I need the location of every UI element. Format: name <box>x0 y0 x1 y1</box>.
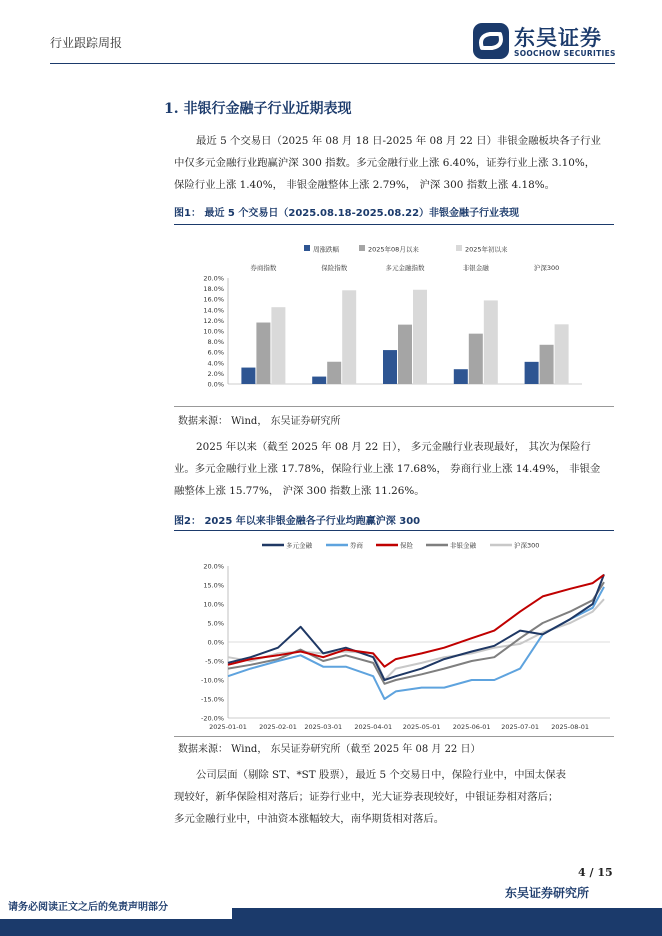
bar <box>312 377 326 384</box>
series-line-非银金融 <box>228 582 604 684</box>
figure2-source: 数据来源： Wind， 东吴证券研究所（截至 2025 年 08 月 22 日） <box>178 744 481 755</box>
paragraph-line: 多元金融行业中，中油资本涨幅较大，南华期货相对落后。 <box>174 813 445 825</box>
bar <box>469 334 483 384</box>
y-tick-label: 6.0% <box>207 348 224 357</box>
category-label: 非银金融 <box>462 264 489 272</box>
x-tick-label: 2025-02-01 <box>259 723 297 731</box>
bar <box>256 323 270 384</box>
x-tick-label: 2025-05-01 <box>402 723 441 731</box>
legend-label: 多元金融 <box>286 541 312 550</box>
x-tick-label: 2025-08-01 <box>551 723 590 731</box>
footer-institute: 东吴证券研究所 <box>505 886 590 900</box>
legend-label: 非银金融 <box>450 541 476 550</box>
legend-label: 周涨跌幅 <box>313 245 339 254</box>
bar <box>555 324 569 384</box>
figure1-source: 数据来源： Wind， 东吴证券研究所 <box>178 416 341 427</box>
page-number: 4 / 15 <box>578 866 613 879</box>
y-tick-label: 12.0% <box>203 316 224 325</box>
section-title: 1. 非银行金融子行业近期表现 <box>164 101 352 117</box>
y-tick-label: 20.0% <box>203 562 224 571</box>
y-tick-label: 18.0% <box>203 285 224 294</box>
y-tick-label: 8.0% <box>207 338 224 347</box>
y-tick-label: 16.0% <box>203 295 224 304</box>
y-tick-label: -20.0% <box>201 714 224 723</box>
figure1-caption: 图1： 最近 5 个交易日（2025.08.18-2025.08.22）非银金融子行业表现 <box>174 208 520 219</box>
brand-name-cn: 东吴证券 <box>514 26 602 50</box>
y-tick-label: 15.0% <box>203 581 224 590</box>
y-tick-label: -15.0% <box>201 695 224 704</box>
bar <box>398 325 412 384</box>
bar <box>484 300 498 384</box>
bar <box>540 345 554 384</box>
legend-label: 保险 <box>400 541 413 550</box>
bar <box>241 368 255 384</box>
y-tick-label: 4.0% <box>207 359 224 368</box>
paragraph-line: 融整体上涨 15.77%， 沪深 300 指数上涨 11.26%。 <box>174 485 425 497</box>
bar <box>383 350 397 384</box>
figure2-bottom-rule <box>174 736 614 737</box>
paragraph-line: 最近 5 个交易日（2025 年 08 月 18 日-2025 年 08 月 22 日）非银金融板块各子行业 <box>196 135 601 147</box>
figure1-bottom-rule <box>174 406 614 407</box>
bar <box>271 307 285 384</box>
bar <box>327 362 341 384</box>
series-line-沪深300 <box>228 599 604 680</box>
figure1-caption-rule <box>174 224 614 225</box>
paragraph-ytd-summary <box>174 436 614 502</box>
legend-label: 券商 <box>350 541 363 550</box>
paragraph-line: 业。多元金融行业上涨 17.78%，保险行业上涨 17.68%， 券商行业上涨 14.49%， 非银金 <box>174 463 601 475</box>
y-tick-label: 14.0% <box>203 306 224 315</box>
paragraph-company-summary <box>174 764 614 830</box>
y-tick-label: 10.0% <box>203 600 224 609</box>
bar <box>454 369 468 384</box>
figure2-caption-rule <box>174 530 614 531</box>
paragraph-line: 保险行业上涨 1.40%， 非银金融整体上涨 2.79%， 沪深 300 指数上涨 4.18%。 <box>174 179 555 191</box>
y-tick-label: 0.0% <box>207 638 224 647</box>
header-divider <box>50 63 615 64</box>
paragraph-line: 公司层面（剔除 ST、*ST 股票），最近 5 个交易日中，保险行业中，中国太保表 <box>196 769 567 781</box>
paragraph-line: 现较好，新华保险相对落后；证券行业中，光大证券表现较好，中银证券相对落后； <box>174 791 559 803</box>
brand-name-en: SOOCHOW SECURITIES <box>514 49 616 58</box>
legend-label: 沪深300 <box>514 541 540 550</box>
y-tick-label: 10.0% <box>203 327 224 336</box>
bar <box>413 290 427 384</box>
soochow-logo-icon <box>472 22 510 60</box>
figure2-caption: 图2： 2025 年以来非银金融各子行业均跑赢沪深 300 <box>174 516 421 527</box>
y-tick-label: 0.0% <box>207 380 224 389</box>
x-tick-label: 2025-07-01 <box>501 723 539 731</box>
paragraph-line: 2025 年以来（截至 2025 年 08 月 22 日）， 多元金融行业表现最好， 其次为保险行 <box>196 441 591 453</box>
brand-logo <box>472 22 622 62</box>
x-tick-label: 2025-01-01 <box>209 723 247 731</box>
legend-label: 2025年初以来 <box>465 245 508 254</box>
category-label: 沪深300 <box>533 264 560 272</box>
chart-ytd-performance <box>174 534 614 734</box>
category-label: 券商指数 <box>250 264 277 272</box>
legend-label: 2025年08月以来 <box>368 245 419 254</box>
bar <box>342 290 356 384</box>
y-tick-label: 5.0% <box>207 619 224 628</box>
x-tick-label: 2025-06-01 <box>452 723 491 731</box>
bar <box>525 362 539 384</box>
legend-swatch <box>359 245 365 251</box>
paragraph-weekly-summary <box>174 130 614 196</box>
x-tick-label: 2025-03-01 <box>304 723 343 731</box>
paragraph-line: 中仅多元金融行业跑赢沪深 300 指数。多元金融行业上涨 6.40%，证券行业上涨 3.10%， <box>174 157 596 169</box>
y-tick-label: 2.0% <box>207 369 224 378</box>
y-tick-label: -10.0% <box>201 676 224 685</box>
legend-swatch <box>456 245 462 251</box>
report-type: 行业跟踪周报 <box>50 36 123 50</box>
y-tick-label: 20.0% <box>203 274 224 283</box>
y-tick-label: -5.0% <box>205 657 224 666</box>
footer-disclaimer: 请务必阅读正文之后的免责声明部分 <box>8 902 168 913</box>
category-label: 保险指数 <box>321 264 348 272</box>
category-label: 多元金融指数 <box>385 264 425 272</box>
chart-weekly-performance <box>174 232 614 404</box>
legend-swatch <box>304 245 310 251</box>
x-tick-label: 2025-04-01 <box>354 723 393 731</box>
